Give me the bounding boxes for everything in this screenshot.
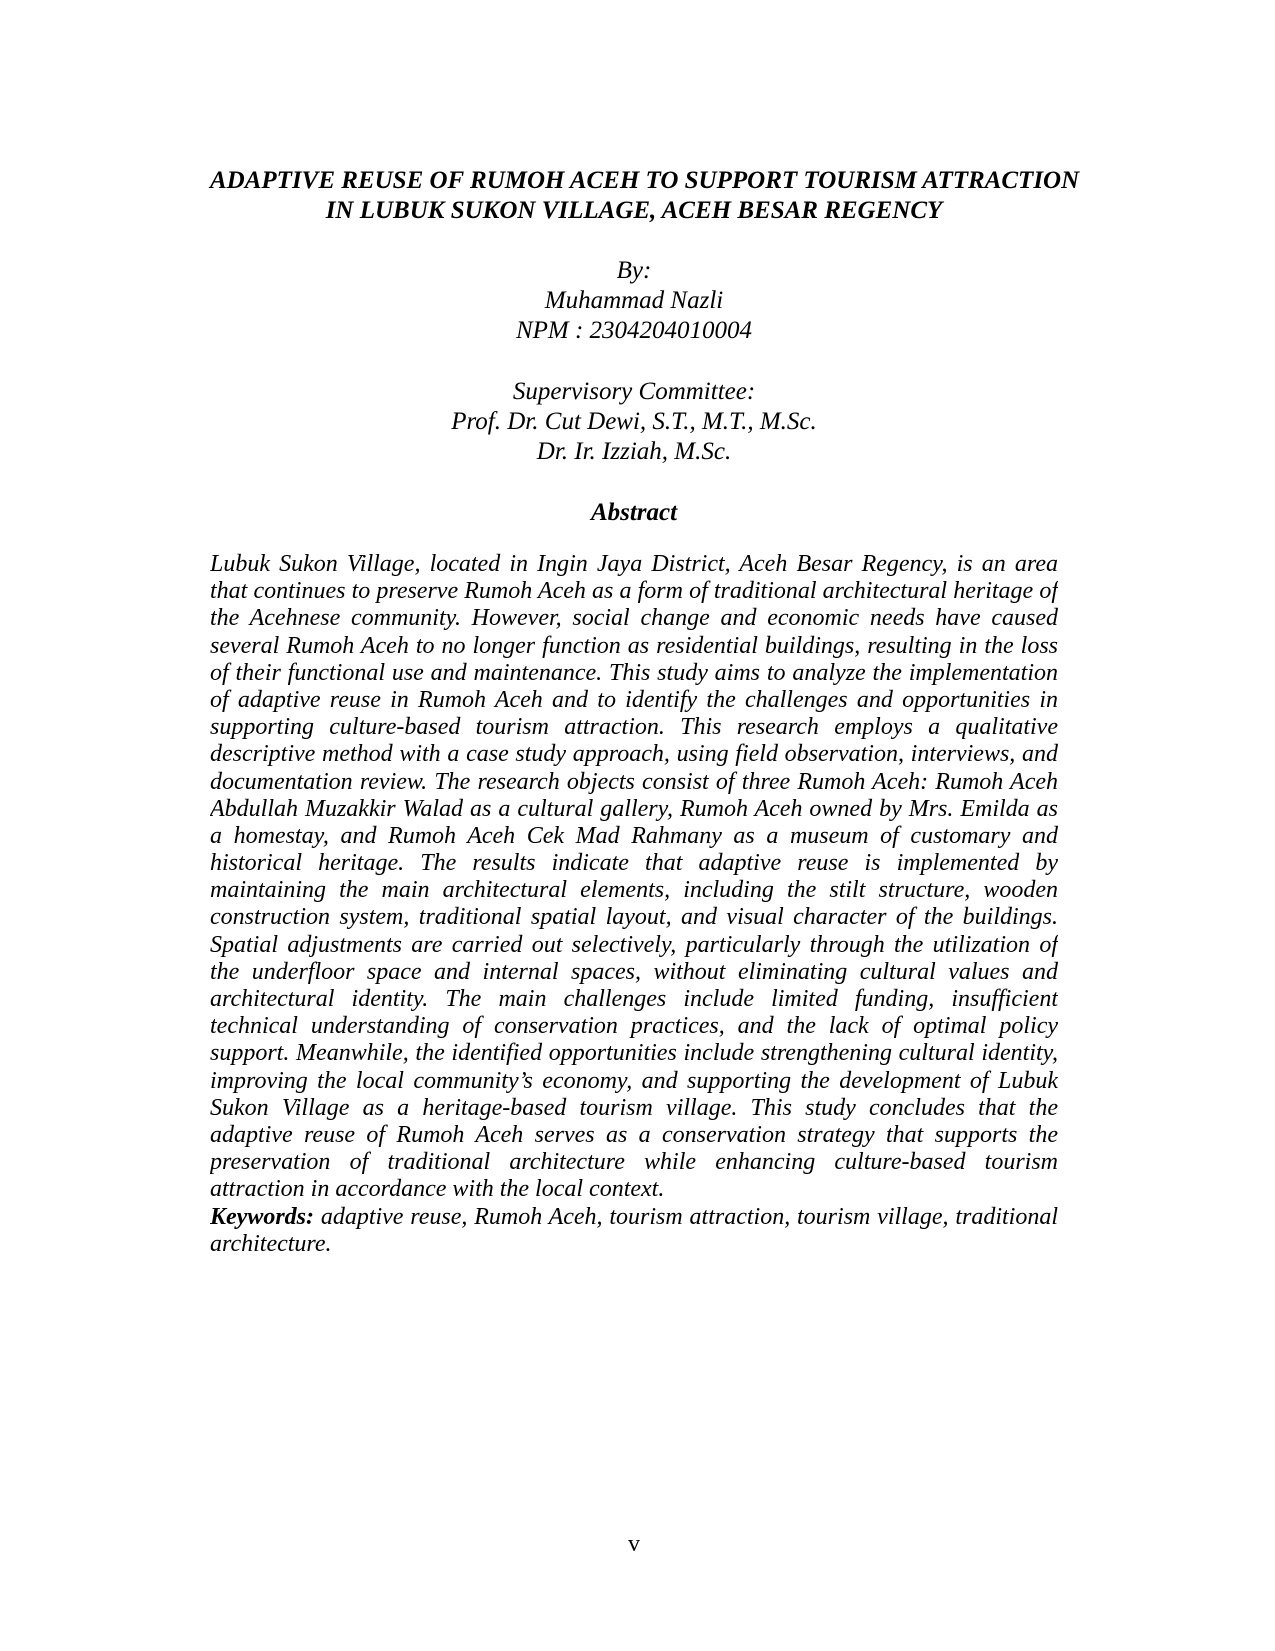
thesis-title-line-1: ADAPTIVE REUSE OF RUMOH ACEH TO SUPPORT TOURISM ATTRACTION: [210, 167, 1080, 194]
keywords-label: Keywords:: [210, 1203, 314, 1230]
abstract-heading: Abstract: [590, 499, 678, 526]
text-line: improving the local community’s economy, and supporting the development of Lubuk: [210, 1067, 1058, 1094]
thesis-title: [210, 166, 1080, 226]
keywords-line-continuation: architecture.: [210, 1230, 332, 1257]
by-label: By:: [616, 257, 652, 284]
text-line: support. Meanwhile, the identified opportunities include strengthening cultural identity,: [210, 1040, 1058, 1067]
text-line: architectural identity. The main challenges include limited funding, insufficient: [210, 986, 1058, 1012]
page-content: [210, 0, 1080, 1258]
text-line: several Rumoh Aceh to no longer function as residential buildings, resulting in the loss: [210, 632, 1058, 659]
text-line: Sukon Village as a heritage-based tourism village. This study concludes that the: [210, 1094, 1058, 1121]
text-line: of adaptive reuse in Rumoh Aceh and to identify the challenges and opportunities in: [210, 686, 1058, 713]
thesis-title-line-2: IN LUBUK SUKON VILLAGE, ACEH BESAR REGENCY: [325, 197, 943, 224]
committee-heading: Supervisory Committee:: [512, 378, 756, 405]
text-line: Spatial adjustments are carried out selectively, particularly through the utilization of: [210, 931, 1058, 958]
byline-section: [210, 256, 1058, 346]
text-line: of their functional use and maintenance. This study aims to analyze the implementation: [210, 659, 1058, 686]
text-line: the Acehnese community. However, social change and economic needs have caused: [210, 605, 1058, 632]
supervisory-committee-section: [210, 377, 1058, 467]
text-line: Abdullah Muzakkir Walad as a cultural gallery, Rumoh Aceh owned by Mrs. Emilda as: [210, 795, 1058, 822]
text-line: attraction in accordance with the local context.: [210, 1176, 665, 1203]
text-line: that continues to preserve Rumoh Aceh as a form of traditional architectural heritage of: [210, 578, 1058, 605]
keywords-line: [210, 1204, 1058, 1231]
text-line: construction system, traditional spatial layout, and visual character of the buildings.: [210, 904, 1058, 931]
abstract-text: [210, 551, 1058, 1204]
keywords-text: adaptive reuse, Rumoh Aceh, tourism attraction, tourism village, traditional: [314, 1203, 1058, 1230]
text-line: documentation review. The research objects consist of three Rumoh Aceh: Rumoh Aceh: [210, 768, 1058, 795]
text-line: Lubuk Sukon Village, located in Ingin Jaya District, Aceh Besar Regency, is an area: [210, 551, 1058, 577]
text-line: maintaining the main architectural elements, including the stilt structure, wooden: [210, 877, 1058, 904]
text-line: supporting culture-based tourism attraction. This research employs a qualitative: [210, 714, 1058, 741]
text-line: a homestay, and Rumoh Aceh Cek Mad Rahmany as a museum of customary and: [210, 822, 1058, 849]
text-line: historical heritage. The results indicate that adaptive reuse is implemented by: [210, 850, 1058, 877]
text-line: adaptive reuse of Rumoh Aceh serves as a conservation strategy that supports the: [210, 1121, 1058, 1148]
page-number: v: [628, 1531, 640, 1557]
text-line: preservation of traditional architecture while enhancing culture-based tourism: [210, 1149, 1058, 1176]
text-line: technical understanding of conservation practices, and the lack of optimal policy: [210, 1013, 1058, 1040]
committee-member-2: Dr. Ir. Izziah, M.Sc.: [536, 438, 732, 465]
text-line: the underfloor space and internal spaces, without eliminating cultural values and: [210, 958, 1058, 985]
abstract-body: [210, 551, 1058, 1258]
text-line: descriptive method with a case study approach, using field observation, interviews, and: [210, 741, 1058, 768]
author-name: Muhammad Nazli: [544, 287, 724, 314]
npm-number: NPM : 2304204010004: [515, 317, 753, 344]
committee-member-1: Prof. Dr. Cut Dewi, S.T., M.T., M.Sc.: [451, 408, 817, 435]
